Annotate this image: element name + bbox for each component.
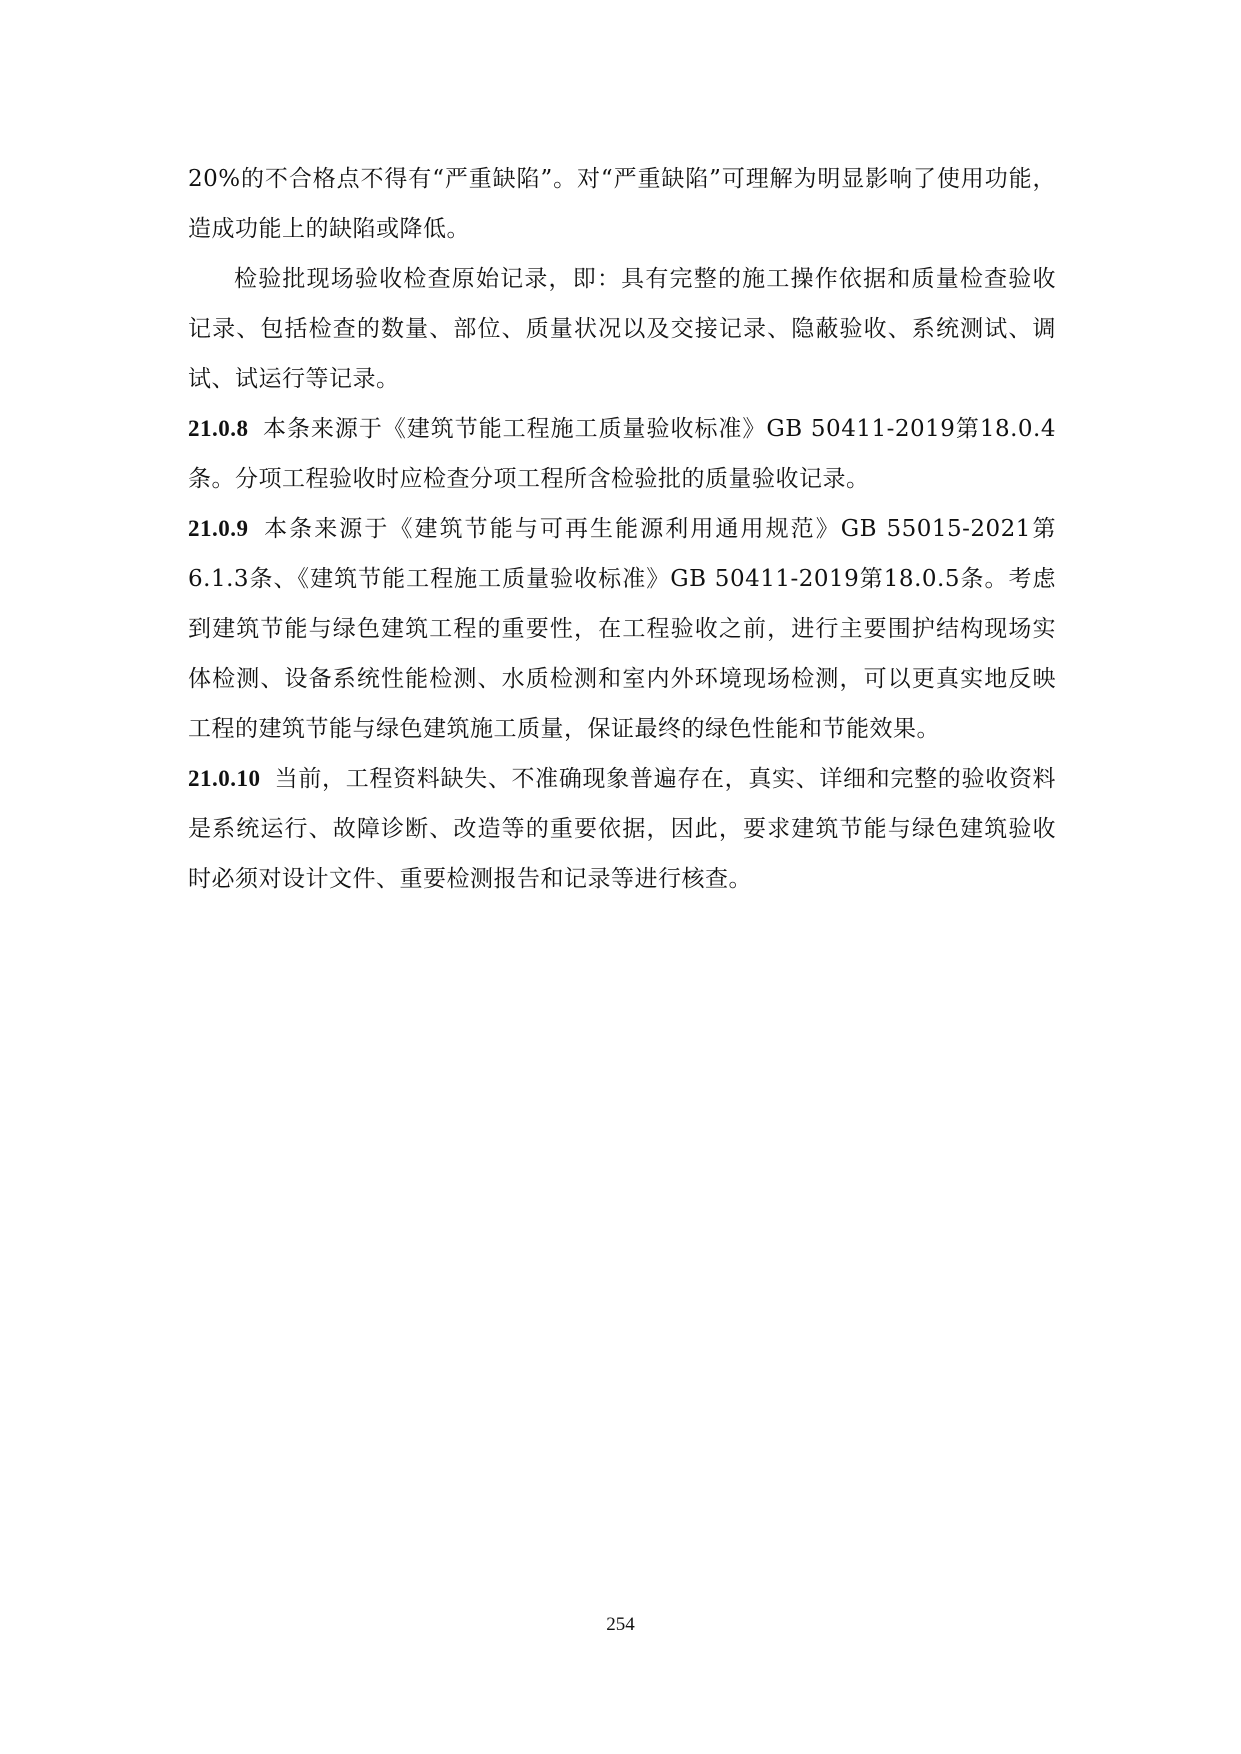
clause-number: 21.0.9 <box>188 516 249 541</box>
clause-text: 本条来源于《建筑节能与可再生能源利用通用规范》GB 55015-2021第6.1.3条、《建筑节能工程施工质量验收标准》GB 50411-2019第18.0.5条。考虑到建筑节能与绿色建筑工程的重要性，在工程验收之前，进行主要围护结构现场实体检测、设备系统性能检测、水质检测和室内外环境现场检测，可以更真实地反映工程的建筑节能与绿色建筑施工质量，保证最终的绿色性能和节能效果。 <box>188 516 1056 742</box>
paragraph-inspection-records: 检验批现场验收检查原始记录，即：具有完整的施工操作依据和质量检查验收记录、包括检查的数量、部位、质量状况以及交接记录、隐蔽验收、系统测试、调试、试运行等记录。 <box>188 266 1056 392</box>
clause-text: 本条来源于《建筑节能工程施工质量验收标准》GB 50411-2019第18.0.4条。分项工程验收时应检查分项工程所含检验批的质量验收记录。 <box>188 416 1056 492</box>
page-number: 254 <box>606 1614 635 1635</box>
clause-number: 21.0.8 <box>188 416 249 441</box>
paragraph-continuation: 20%的不合格点不得有“严重缺陷”。对“严重缺陷”可理解为明显影响了使用功能，造成功能上的缺陷或降低。 <box>188 166 1056 242</box>
clause-21-0-10 <box>188 754 1056 904</box>
clause-text: 当前，工程资料缺失、不准确现象普遍存在，真实、详细和完整的验收资料是系统运行、故障诊断、改造等的重要依据，因此，要求建筑节能与绿色建筑验收时必须对设计文件、重要检测报告和记录等进行核查。 <box>188 766 1056 892</box>
clause-21-0-8 <box>188 404 1056 504</box>
page-body <box>188 154 1056 904</box>
clause-21-0-9 <box>188 504 1056 754</box>
clause-number: 21.0.10 <box>188 766 261 791</box>
